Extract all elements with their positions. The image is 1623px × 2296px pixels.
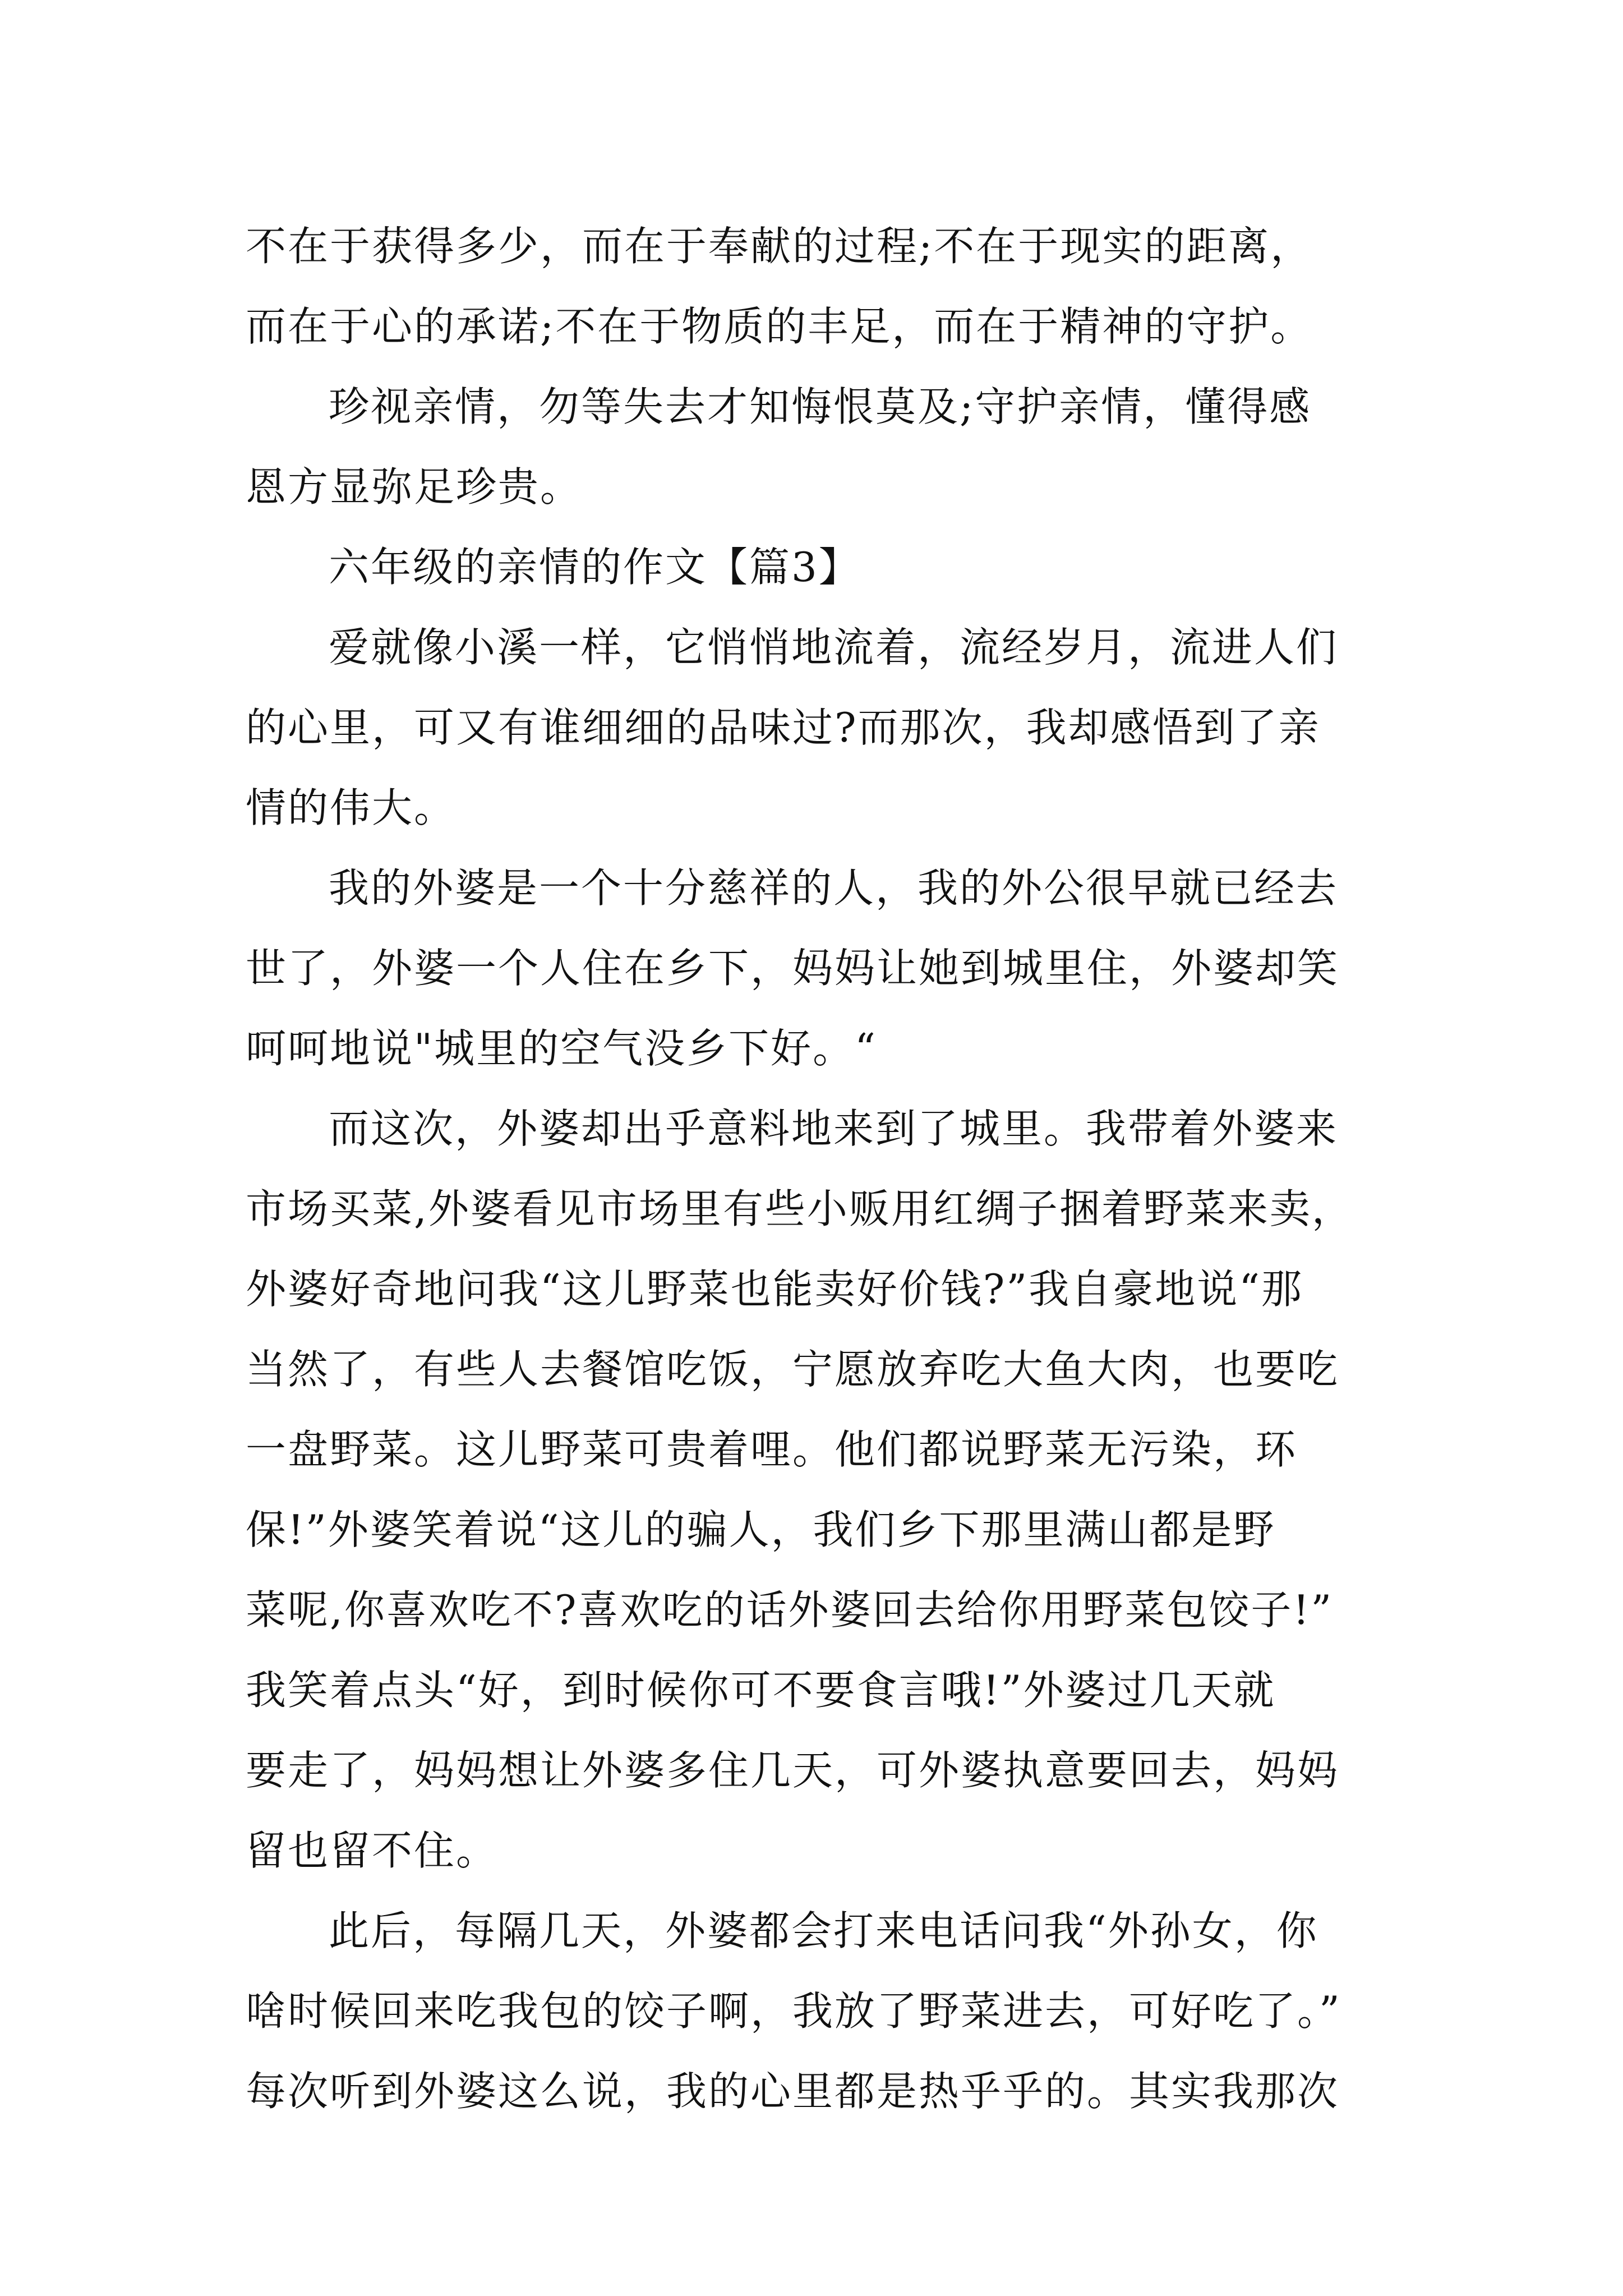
paragraph-start-line: 我的外婆是一个十分慈祥的人，我的外公很早就已经去	[329, 864, 1339, 912]
text-line: 情的伟大。	[246, 784, 457, 831]
paragraph-start-line: 而这次，外婆却出乎意料地来到了城里。我带着外婆来	[329, 1105, 1339, 1152]
section-heading: 六年级的亲情的作文【篇3】	[329, 544, 861, 591]
text-line: 啥时候回来吃我包的饺子啊，我放了野菜进去，可好吃了。”	[246, 1987, 1341, 2035]
text-line: 保!”外婆笑着说“这儿的骗人，我们乡下那里满山都是野	[246, 1506, 1276, 1553]
text-line: 而在于心的承诺;不在于物质的丰足，而在于精神的守护。	[246, 303, 1313, 350]
essay-text-block	[246, 206, 1395, 2132]
text-line: 当然了，有些人去餐馆吃饭，宁愿放弃吃大鱼大肉，也要吃	[246, 1346, 1340, 1393]
text-line: 的心里，可又有谁细细的品味过?而那次，我却感悟到了亲	[246, 704, 1321, 751]
text-line: 不在于获得多少，而在于奉献的过程;不在于现实的距离，	[246, 223, 1313, 270]
text-line: 市场买菜,外婆看见市场里有些小贩用红绸子捆着野菜来卖，	[246, 1185, 1354, 1232]
paragraph-start-line: 此后，每隔几天，外婆都会打来电话问我“外孙女，你	[329, 1907, 1318, 1954]
paragraph-start-line: 珍视亲情，勿等失去才知悔恨莫及;守护亲情，懂得感	[329, 383, 1312, 430]
text-line: 我笑着点头“好，到时候你可不要食言哦!”外婆过几天就	[246, 1667, 1276, 1714]
text-line: 外婆好奇地问我“这儿野菜也能卖好价钱?”我自豪地说“那	[246, 1266, 1304, 1313]
text-line: 每次听到外婆这么说，我的心里都是热乎乎的。其实我那次	[246, 2068, 1340, 2115]
text-line: 呵呵地说"城里的空气没乡下好。“	[246, 1025, 877, 1072]
text-line: 菜呢,你喜欢吃不?喜欢吃的话外婆回去给你用野菜包饺子!”	[246, 1586, 1334, 1634]
paragraph-start-line: 爱就像小溪一样，它悄悄地流着，流经岁月，流进人们	[329, 624, 1339, 671]
text-line: 世了，外婆一个人住在乡下，妈妈让她到城里住，外婆却笑	[246, 945, 1340, 992]
text-line: 留也留不住。	[246, 1827, 499, 1874]
text-line: 恩方显弥足珍贵。	[246, 463, 583, 510]
text-line: 一盘野菜。这儿野菜可贵着哩。他们都说野菜无污染，环	[246, 1426, 1298, 1473]
text-line: 要走了，妈妈想让外婆多住几天，可外婆执意要回去，妈妈	[246, 1747, 1340, 1794]
